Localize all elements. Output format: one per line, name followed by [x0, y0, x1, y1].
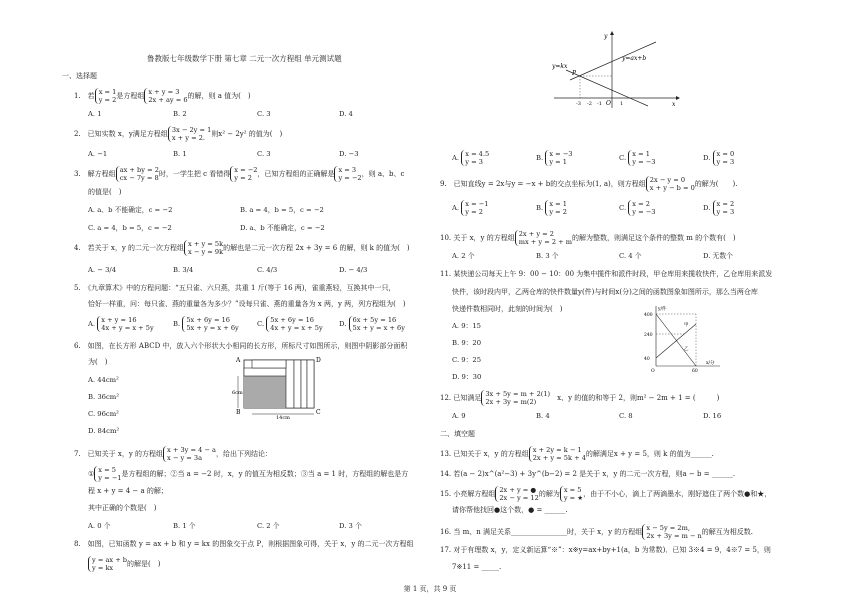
- graph-tick-neg3: -3: [576, 101, 581, 107]
- q9-option-c: C. x = 2 y = −3: [619, 200, 656, 216]
- label-a: A: [236, 357, 241, 364]
- q8-option-b: B. x = −3 y = 1: [536, 150, 573, 166]
- tick-400: 400: [644, 313, 653, 318]
- system-15b: x = 5 y = ★: [560, 486, 583, 502]
- q2-option-a: A. −1: [88, 150, 108, 158]
- q3-option-a: A. a、b 不能确定，c = −2: [88, 206, 173, 214]
- q6-option-d: D. 84cm²: [88, 427, 120, 435]
- section-fill-heading: 二、填空题: [440, 430, 475, 438]
- graph-yaxb-label: y=ax+b: [622, 55, 647, 62]
- q1-option-d: D. 4: [339, 110, 353, 118]
- q12-option-d: D. 16: [703, 412, 722, 420]
- system-1a: x = 1 y = 2: [95, 88, 117, 104]
- question-11-line1: 11. 某快递公司每天上午 9：00 − 10：00 为集中揽件和派件时段，甲仓库用来揽收快件，乙仓库用来派发: [440, 270, 773, 278]
- linear-functions-graph: [552, 30, 682, 110]
- graph-y-label: y: [604, 33, 608, 40]
- q12-option-a: A. 9: [452, 412, 466, 420]
- y-axis-label: y/件: [658, 307, 667, 312]
- question-6-line1: 6. 如图，在长方形 ABCD 中，放入六个形状大小相同的长方形，所标尺寸如图所示，则图中阴影部分面积: [74, 342, 408, 350]
- q8-option-c: C. x = 1 y = −3: [619, 150, 656, 166]
- question-3-line2: 的值是( ): [88, 188, 122, 196]
- question-8-line1: 8. 如图，已知函数 y = ax + b 和 y = kx 的图象交于点 P，则根据图象可得，关于 x，y 的二元一次方程组: [74, 540, 414, 548]
- tick-40: 40: [644, 357, 650, 362]
- tick-240: 240: [644, 333, 653, 338]
- question-15: 15. 小亮解方程组 2x + y = ● 2x − y = 12 的解为 x = 5 y = ★ ，由于不小心，滴上了两滴墨水，刚好遮住了两个数●和★，: [440, 486, 772, 502]
- label-yi: 乙: [684, 347, 689, 352]
- question-7-line4: 其中正确的个数是( ): [88, 504, 157, 512]
- question-11-line2: 快件，该时段内甲，乙两仓库的快件数量y(件)与时间x(分)之间的函数图象如图所示，那么当两仓库: [452, 288, 758, 296]
- system-2: 3x − 2y = 1 x + y = 2.: [168, 126, 211, 142]
- question-17-line2: 7※11 = _____.: [452, 563, 502, 571]
- system-3c: x = 3 y = −2: [334, 166, 361, 182]
- label-b: B: [236, 409, 241, 416]
- system-10: 2x + y = 2 mx + y = 2 + m: [515, 230, 572, 246]
- question-7-line2: ① x = 5 y = −1 是方程组的解；②当 a = −2 时，x，y 的值互为相反数；③当 a = 1 时，方程组的解也是方: [88, 466, 409, 482]
- q2-option-d: D. −3: [339, 150, 359, 158]
- q7-option-d: D. 3 个: [339, 522, 362, 530]
- origin: O: [651, 369, 655, 374]
- question-11-line3: 快递件数相同时，此刻的时间为( ): [452, 305, 563, 313]
- system-8: y = ax + b y = kx: [88, 556, 127, 572]
- question-12: 12. 已知满足 3x + 5y = m + 2(1) 2x + 3y = m(2) x、y 的值的和等于 2，则m² − 2m + 1 = ( ): [440, 390, 720, 406]
- q4-option-b: B. 3/4: [173, 266, 194, 274]
- q2-option-c: C. 3: [257, 150, 271, 158]
- q3-option-c: C. a = 4，b = 5，c = −2: [88, 224, 172, 232]
- q4-option-a: A. − 3/4: [88, 266, 117, 274]
- q1-option-c: C. 3: [257, 110, 271, 118]
- tick-60: 60: [692, 369, 698, 374]
- q6-option-a: A. 44cm²: [88, 376, 119, 384]
- question-17-line1: 17. 对于有理数 x，y，定义新运算“※”：x※y=ax+by+1(a，b 为常数)．已知 3※4 = 9，4※7 = 5，则: [440, 546, 771, 554]
- section-choice-heading: 一、选择题: [62, 72, 97, 80]
- q12-option-b: B. 4: [536, 412, 550, 420]
- question-2: 2. 已知实数 x，y满足方程组 3x − 2y = 1 x + y = 2. 则x² − 2y² 的值为( ): [74, 126, 283, 142]
- question-5-line1: 5. 《九章算术》中的方程问题：“五只雀、六只燕，共重 1 斤(等于 16 两)，雀重燕轻，互换其中一只，: [74, 284, 396, 292]
- question-15-line2: 请你帮他找回●这个数，● = ______.: [452, 506, 568, 514]
- graph-tick-1: 1: [620, 101, 624, 107]
- graph-ykx-label: y=kx: [552, 63, 568, 70]
- q6-option-c: C. 96cm²: [88, 410, 119, 418]
- system-4: x + y = 5k x − y = 9k: [184, 240, 223, 256]
- question-7-line3: 程 x + y = 4 − a 的解；: [88, 487, 168, 495]
- system-13: x + 2y = k − 1 2x + y = 5k + 4: [529, 446, 586, 462]
- q5-option-d: D. 6x + 5y = 16 5x + y = x + 6y: [339, 316, 405, 332]
- q8-option-a: A. x = 4.5 y = 3: [452, 150, 490, 166]
- question-13: 13. 已知关于 x，y 的方程组 x + 2y = k − 1 2x + y = 5k + 4 的解满足x + y = 5，则 k 的值为______.: [440, 446, 714, 462]
- warehouse-graph: [644, 304, 724, 374]
- system-7: x + 3y = 4 − a x − y = 3a: [163, 446, 216, 462]
- question-9: 9. 已知直线y = 2x与y = −x + b的交点坐标为(1, a)，则方程组 2x − y = 0 x + y − b = 0 的解为( ).: [440, 176, 738, 192]
- question-5-line2: 恰好一样重，问：每只雀、燕的重量各为多少？”设每只雀、燕的重量各为 x 两，y 两，列方程组为( ): [88, 300, 406, 308]
- q8-option-d: D. x = 0 y = 3: [703, 150, 735, 166]
- q11-option-a: A. 9：15: [452, 322, 481, 330]
- q12-option-c: C. 8: [619, 412, 633, 420]
- system-7b: x = 5 y = −1: [94, 466, 121, 482]
- q5-option-c: C. 5x + 6y = 16 4x + y = x + 5y: [257, 316, 323, 332]
- system-3a: ax + by = 2 cx − 7y = 8: [116, 166, 159, 182]
- q11-option-b: B. 9：20: [452, 339, 482, 347]
- question-16: 16. 当 m、n 满足关系________________时，关于 x，y 的方程组 x − 5y = 2m, 2x + 3y = m − n 的解互为相反数.: [440, 524, 754, 540]
- graph-x-label: x: [672, 101, 676, 108]
- q7-option-c: C. 2 个: [257, 522, 280, 530]
- q1-option-b: B. 2: [173, 110, 187, 118]
- q9-option-b: B. x = 1 y = 2: [536, 200, 567, 216]
- label-14cm: 14cm: [276, 415, 290, 420]
- q3-option-b: B. a = 4，b = 5，c = −2: [240, 206, 324, 214]
- q11-option-d: D. 9：30: [452, 373, 482, 381]
- q10-option-d: D. 无数个: [703, 252, 733, 260]
- q6-option-b: B. 36cm²: [88, 393, 119, 401]
- label-jia: 甲: [684, 323, 689, 328]
- q10-option-a: A. 2 个: [452, 252, 475, 260]
- label-c: C: [316, 409, 321, 416]
- q2-option-b: B. 1: [173, 150, 187, 158]
- x-axis-label: x/分: [706, 361, 715, 366]
- system-15a: 2x + y = ● 2x − y = 12: [495, 486, 538, 502]
- q7-option-a: A. 0 个: [88, 522, 111, 530]
- question-3: 3. 解方程组 ax + by = 2 cx − 7y = 8 时，一学生把 c 看错得 x = −2 y = 2 ，已知方程组的正确解是 x = 3 y = −2 ，则 a、b、c: [74, 166, 405, 182]
- q11-option-c: C. 9：25: [452, 356, 482, 364]
- system-1b: x + y = 3 2x + ay = 6: [144, 88, 187, 104]
- q10-option-b: B. 3 个: [536, 252, 559, 260]
- document-title: 鲁教版七年级数学下册 第七章 二元一次方程组 单元测试题: [147, 54, 342, 63]
- question-10: 10. 关于 x，y 的方程组 2x + y = 2 mx + y = 2 + m 的解为整数，则满足这个条件的整数 m 的个数有( ): [440, 230, 736, 246]
- label-d: D: [316, 357, 321, 364]
- q7-option-b: B. 1 个: [173, 522, 196, 530]
- q1-option-a: A. 1: [88, 110, 102, 118]
- system-9: 2x − y = 0 x + y − b = 0: [646, 176, 695, 192]
- page-footer: 第 1 页，共 9 页: [403, 585, 457, 593]
- q5-option-a: A. x + y = 16 4x + y = x + 5y: [88, 316, 154, 332]
- graph-origin: O: [606, 100, 611, 107]
- q9-option-d: D. x = 2 y = 3: [703, 200, 735, 216]
- graph-tick-neg1: -1: [597, 101, 602, 107]
- system-16: x − 5y = 2m, 2x + 3y = m − n: [642, 524, 701, 540]
- graph-tick-neg2: -2: [587, 101, 592, 107]
- system-3b: x = −2 y = 2: [230, 166, 257, 182]
- q4-option-d: D. − 4/3: [339, 266, 368, 274]
- graph-point-p: P: [572, 70, 577, 77]
- q3-option-d: D. a、b 不能确定，c = −2: [240, 224, 325, 232]
- q5-option-b: B. 5x + 6y = 16 5x + y = x + 6y: [173, 316, 239, 332]
- question-7: 7. 已知关于 x，y 的方程组 x + 3y = 4 − a x − y = 3a ，给出下列结论：: [74, 446, 272, 462]
- label-6cm: 6cm: [232, 390, 243, 396]
- question-14: 14. 若(a − 2)x^(a²−3) + 3y^(b−2) = 2 是关于 x，y 的二元一次方程，则a − b = ______.: [440, 470, 736, 478]
- question-1: 1. 若 x = 1 y = 2 是方程组 x + y = 3 2x + ay = 6 的解，则 a 值为( ): [74, 88, 251, 104]
- question-4: 4. 若关于 x，y 的二元一次方程组 x + y = 5k x − y = 9k 的解也是二元一次方程 2x + 3y = 6 的解，则 k 的值为( ): [74, 240, 410, 256]
- q10-option-c: C. 4 个: [619, 252, 642, 260]
- q4-option-c: C. 4/3: [257, 266, 278, 274]
- question-6-line2: 为( ): [88, 358, 108, 366]
- rectangle-figure: [232, 354, 322, 420]
- q9-option-a: A. x = −1 y = 2: [452, 200, 489, 216]
- question-8-line2: y = ax + b y = kx 的解是( ): [88, 556, 161, 572]
- system-12: 3x + 5y = m + 2(1) 2x + 3y = m(2): [481, 390, 550, 406]
